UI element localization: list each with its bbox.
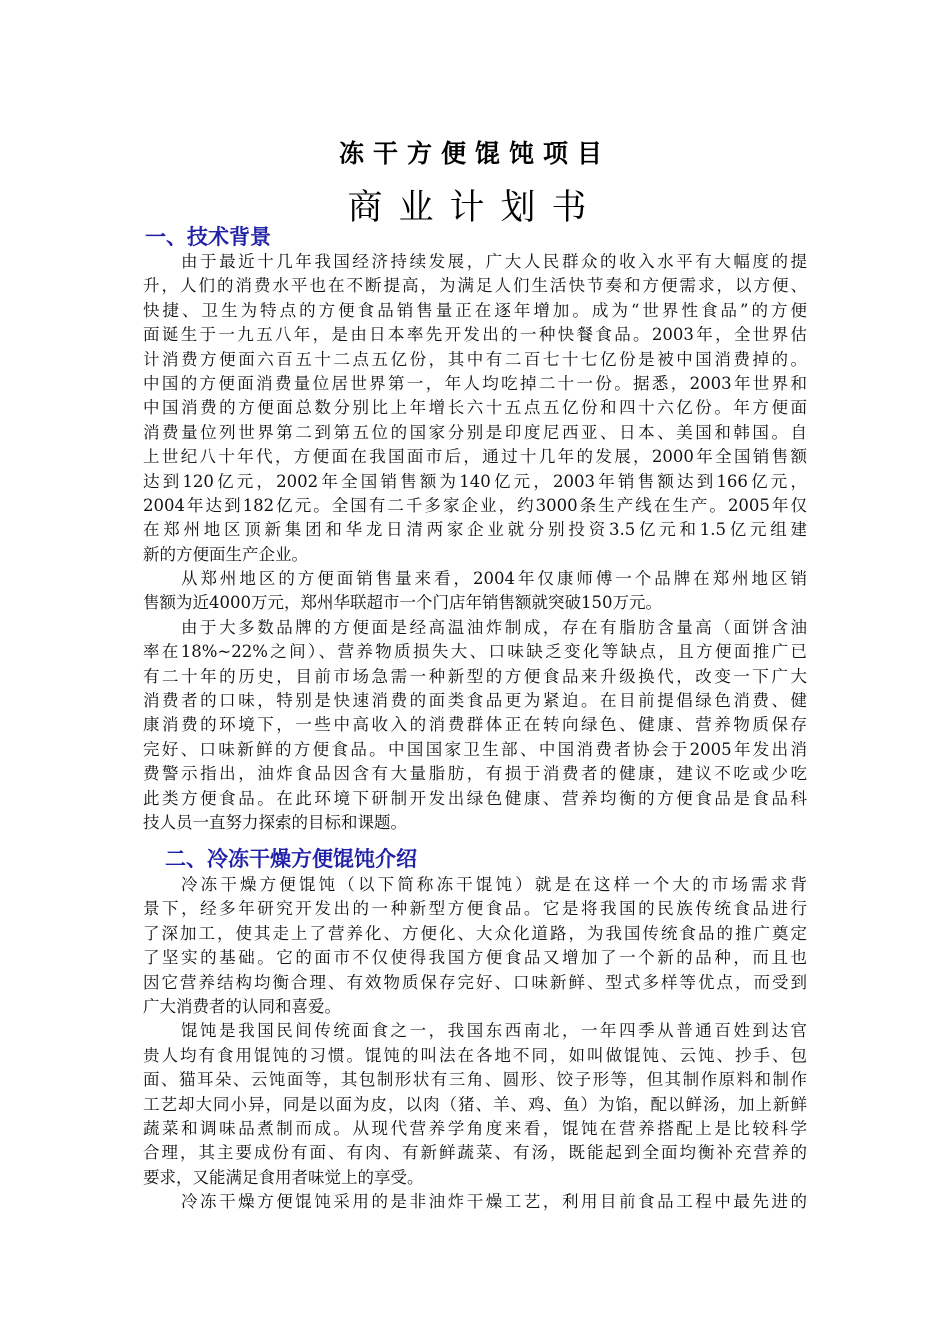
paragraph-line: 广大消费者的认同和喜爱。 xyxy=(143,996,341,1016)
paragraph-line: 完好、口味新鲜的方便食品。中国国家卫生部、中国消费者协会于2005年发出消 xyxy=(143,739,807,759)
section-heading-2: 二、冷冻干燥方便馄饨介绍 xyxy=(165,847,417,871)
document-title: 冻干方便馄饨项目 xyxy=(338,139,611,168)
paragraph-line: 冷冻干燥方便馄饨采用的是非油炸干燥工艺，利用目前食品工程中最先进的 xyxy=(181,1192,807,1212)
paragraph-line: 面诞生于一九五八年，是由日本率先开发出的一种快餐食品。2003年，全世界估 xyxy=(143,325,807,345)
paragraph-line: 由于最近十几年我国经济持续发展，广大人民群众的收入水平有大幅度的提 xyxy=(181,252,807,271)
paragraph-line: 工艺却大同小异，同是以面为皮，以肉（猪、羊、鸡、鱼）为馅，配以鲜汤，加上新鲜 xyxy=(143,1094,807,1114)
paragraph-line: 从郑州地区的方便面销售量来看，2004年仅康师傅一个品牌在郑州地区销 xyxy=(181,569,807,589)
paragraph-line: 馄饨是我国民间传统面食之一，我国东西南北，一年四季从普通百姓到达官 xyxy=(181,1021,807,1041)
paragraph-line: 要求，又能满足食用者味觉上的享受。 xyxy=(143,1167,424,1187)
paragraph-line: 2004年达到182亿元。全国有二千多家企业，约3000条生产线在生产。2005年仅 xyxy=(143,495,807,515)
paragraph-line: 了坚实的基础。它的面市不仅使得我国方便食品又增加了一个新的品种，而且也 xyxy=(143,948,807,968)
paragraph-line: 快捷、卫生为特点的方便食品销售量正在逐年增加。成为“世界性食品”的方便 xyxy=(143,300,807,320)
section-1-body xyxy=(143,250,807,835)
paragraph-line: 消费量位列世界第二到第五位的国家分别是印度尼西亚、日本、美国和韩国。自 xyxy=(143,422,807,442)
paragraph-line: 升，人们的消费水平也在不断提高，为满足人们生活快节奏和方便需求，以方便、 xyxy=(143,276,807,296)
paragraph-line: 售额为近4000万元，郑州华联超市一个门店年销售额就突破150万元。 xyxy=(143,593,662,613)
section-2-body xyxy=(143,873,807,1214)
document-subtitle: 商业计划书 xyxy=(347,188,603,228)
paragraph-line: 新的方便面生产企业。 xyxy=(143,544,308,564)
paragraph-line: 由于大多数品牌的方便面是经高温油炸制成，存在有脂肪含量高（面饼含油 xyxy=(181,617,807,637)
paragraph-line: 中国消费的方便面总数分别比上年增长六十五点五亿份和四十六亿份。年方便面 xyxy=(143,398,807,418)
paragraph-line: 有二十年的历史，目前市场急需一种新型的方便食品来升级换代，改变一下广大 xyxy=(143,666,807,686)
paragraph-line: 面、猫耳朵、云饨面等，其包制形状有三角、圆形、饺子形等，但其制作原料和制作 xyxy=(143,1070,807,1090)
paragraph-line: 蔬菜和调味品煮制而成。从现代营养学角度来看，馄饨在营养搭配上是比较科学 xyxy=(143,1118,807,1138)
paragraph-line: 贵人均有食用馄饨的习惯。馄饨的叫法在各地不同，如叫做馄饨、云饨、抄手、包 xyxy=(143,1045,807,1065)
paragraph-line: 因它营养结构均衡合理、有效物质保存完好、口味新鲜、型式多样等优点，而受到 xyxy=(143,972,807,992)
paragraph-line: 率在18%~22%之间）、营养物质损失大、口味缺乏变化等缺点，且方便面推广已 xyxy=(143,642,807,662)
paragraph-line: 康消费的环境下，一些中高收入的消费群体正在转向绿色、健康、营养物质保存 xyxy=(143,715,807,735)
paragraph-line: 中国的方便面消费量位居世界第一，年人均吃掉二十一份。据悉，2003年世界和 xyxy=(143,373,807,393)
paragraph-line: 技人员一直努力探索的目标和课题。 xyxy=(143,812,407,832)
paragraph-line: 此类方便食品。在此环境下研制开发出绿色健康、营养均衡的方便食品是食品科 xyxy=(143,788,807,808)
paragraph-line: 景下，经多年研究开发出的一种新型方便食品。它是将我国的民族传统食品进行 xyxy=(143,899,807,919)
section-heading-1: 一、技术背景 xyxy=(145,225,271,249)
paragraph-line: 了深加工，使其走上了营养化、方便化、大众化道路，为我国传统食品的推广奠定 xyxy=(143,923,807,943)
paragraph-line: 费警示指出，油炸食品因含有大量脂肪，有损于消费者的健康，建议不吃或少吃 xyxy=(143,764,807,784)
paragraph-line: 消费者的口味，特别是快速消费的面类食品更为紧迫。在目前提倡绿色消费、健 xyxy=(143,691,807,711)
paragraph-line: 达到120亿元，2002年全国销售额为140亿元，2003年销售额达到166亿元， xyxy=(143,471,807,491)
paragraph-line: 计消费方便面六百五十二点五亿份，其中有二百七十七亿份是被中国消费掉的。 xyxy=(143,349,807,369)
paragraph-line: 在郑州地区顶新集团和华龙日清两家企业就分别投资3.5亿元和1.5亿元组建 xyxy=(143,520,807,540)
paragraph-line: 合理，其主要成份有面、有肉、有新鲜蔬菜、有汤，既能起到全面均衡补充营养的 xyxy=(143,1143,807,1163)
paragraph-line: 上世纪八十年代，方便面在我国面市后，通过十几年的发展，2000年全国销售额 xyxy=(143,447,807,467)
paragraph-line: 冷冻干燥方便馄饨（以下简称冻干馄饨）就是在这样一个大的市场需求背 xyxy=(181,875,807,894)
